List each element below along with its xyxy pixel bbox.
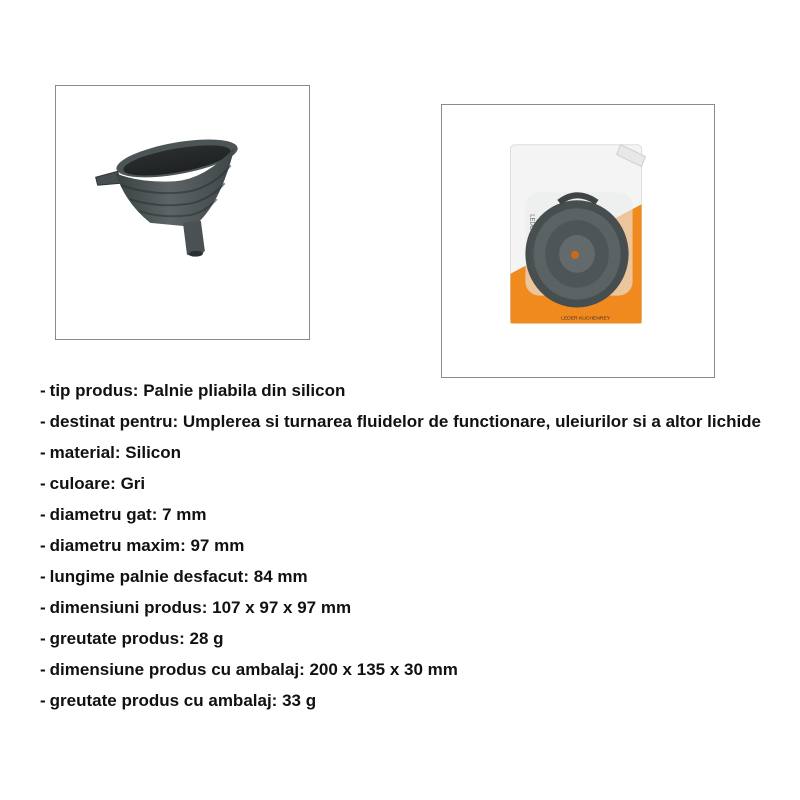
spec-label: lungime palnie desfacut xyxy=(49,567,244,586)
spec-dash: - xyxy=(40,474,46,493)
spec-value: 28 g xyxy=(189,629,224,648)
spec-value: Silicon xyxy=(125,443,182,462)
spec-dash: - xyxy=(40,536,46,555)
spec-separator: : xyxy=(180,536,186,555)
spec-line xyxy=(40,628,780,649)
spec-dash: - xyxy=(40,412,46,431)
spec-line xyxy=(40,566,780,587)
spec-label: greutate produs xyxy=(49,629,180,648)
spec-separator: : xyxy=(110,474,116,493)
package-side-text: LEDER KUCHENREY xyxy=(528,214,535,273)
spec-separator: : xyxy=(299,660,305,679)
spec-value: 107 x 97 x 97 mm xyxy=(212,598,352,617)
spec-dash: - xyxy=(40,691,46,710)
spec-label: culoare xyxy=(49,474,111,493)
spec-separator: : xyxy=(271,691,278,710)
spec-dash: - xyxy=(40,443,46,462)
spec-separator: : xyxy=(201,598,208,617)
spec-value: 7 mm xyxy=(162,505,207,524)
spec-value: 84 mm xyxy=(253,567,308,586)
spec-line xyxy=(40,380,780,401)
spec-label: material xyxy=(49,443,115,462)
spec-value: 200 x 135 x 30 mm xyxy=(309,660,458,679)
spec-dash: - xyxy=(40,598,46,617)
spec-value: Palnie pliabila din silicon xyxy=(143,381,346,400)
spec-separator: : xyxy=(179,629,185,648)
spec-value: 97 mm xyxy=(190,536,245,555)
spec-line xyxy=(40,659,780,680)
funnel-photo-icon xyxy=(56,86,309,339)
spec-line xyxy=(40,597,780,618)
spec-label: diametru gat xyxy=(49,505,152,524)
spec-label: tip produs xyxy=(49,381,133,400)
spec-value: Gri xyxy=(120,474,146,493)
spec-line xyxy=(40,690,780,711)
spec-dash: - xyxy=(40,629,46,648)
spec-line xyxy=(40,442,780,463)
spec-separator: : xyxy=(151,505,158,524)
product-photo-side xyxy=(55,85,310,340)
spec-label: destinat pentru xyxy=(49,412,173,431)
spec-dash: - xyxy=(40,567,46,586)
spec-dash: - xyxy=(40,381,46,400)
spec-line xyxy=(40,473,780,494)
spec-separator: : xyxy=(114,443,121,462)
spec-line xyxy=(40,411,780,432)
product-photo-package xyxy=(441,104,715,378)
package-brand-text: LEDER KUCHENREY xyxy=(561,316,611,322)
spec-label: greutate produs cu ambalaj xyxy=(49,691,272,710)
spec-dash: - xyxy=(40,505,46,524)
packaged-funnel-photo-icon xyxy=(442,105,714,377)
spec-separator: : xyxy=(243,567,249,586)
spec-dash: - xyxy=(40,660,46,679)
spec-list xyxy=(40,380,780,721)
spec-label: diametru maxim xyxy=(49,536,181,555)
spec-separator: : xyxy=(132,381,139,400)
spec-value: Umplerea si turnarea fluidelor de functionare, uleiurilor si a altor lichide xyxy=(182,412,762,431)
spec-label: dimensiuni produs xyxy=(49,598,202,617)
spec-label: dimensiune produs cu ambalaj xyxy=(49,660,300,679)
spec-separator: : xyxy=(172,412,179,431)
spec-line xyxy=(40,504,780,525)
spec-value: 33 g xyxy=(282,691,317,710)
spec-line xyxy=(40,535,780,556)
